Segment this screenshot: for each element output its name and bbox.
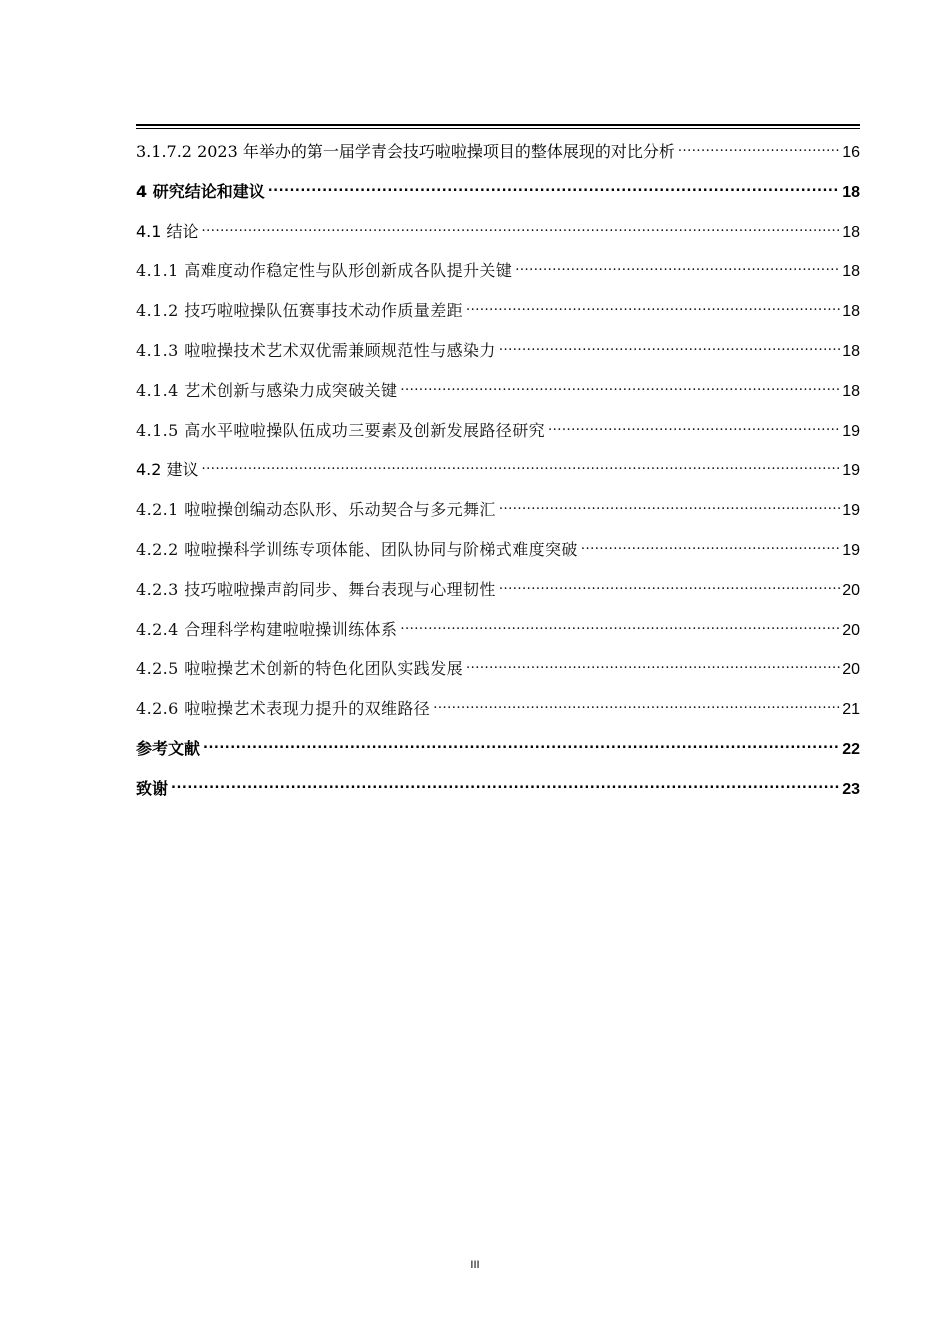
toc-entry-title: 4.1.1 高难度动作稳定性与队形创新成各队提升关键 [136, 261, 513, 281]
toc-entry-title: 4.2.1 啦啦操创编动态队形、乐动契合与多元舞汇 [136, 500, 496, 520]
toc-entry[interactable] [136, 458, 860, 498]
toc-entry-page: 19 [842, 422, 860, 440]
toc-entry[interactable] [136, 259, 860, 299]
toc-entry[interactable] [136, 657, 860, 697]
toc-entry-page: 18 [842, 342, 860, 360]
toc-dot-leader [203, 738, 840, 754]
toc-dot-leader [268, 181, 840, 197]
toc-dot-leader [466, 300, 840, 316]
toc-entry[interactable] [136, 339, 860, 379]
toc-entry-title: 4 研究结论和建议 [136, 181, 265, 201]
toc-entry-page: 21 [842, 701, 860, 719]
toc-entry-page: 18 [842, 183, 860, 201]
toc-entry[interactable] [136, 180, 860, 220]
toc-entry-page: 18 [842, 263, 860, 281]
toc-entry-page: 18 [842, 223, 860, 241]
toc-entry-title: 4.1.2 技巧啦啦操队伍赛事技术动作质量差距 [136, 301, 463, 321]
toc-entry[interactable] [136, 498, 860, 538]
toc-entry-page: 20 [842, 621, 860, 639]
toc-entry-page: 20 [842, 661, 860, 679]
toc-entry-page: 19 [842, 541, 860, 559]
toc-entry-page: 20 [842, 581, 860, 599]
toc-dot-leader [400, 380, 840, 396]
header-rule-thin [136, 128, 860, 129]
toc-dot-leader [171, 778, 840, 794]
toc-dot-leader [548, 420, 840, 436]
table-of-contents [136, 140, 860, 817]
toc-entry[interactable] [136, 618, 860, 658]
toc-entry-title: 4.2.6 啦啦操艺术表现力提升的双维路径 [136, 699, 431, 719]
toc-entry-title: 致谢 [136, 778, 169, 798]
toc-entry-page: 16 [842, 144, 860, 161]
toc-entry-page: 23 [842, 780, 860, 798]
toc-entry-title: 4.2 建议 [136, 460, 199, 480]
toc-entry-page: 22 [842, 740, 860, 758]
toc-entry[interactable] [136, 538, 860, 578]
toc-entry[interactable] [136, 578, 860, 618]
toc-entry-page: 18 [842, 303, 860, 321]
toc-entry[interactable] [136, 379, 860, 419]
toc-entry-title: 4.1.3 啦啦操技术艺术双优需兼顾规范性与感染力 [136, 340, 496, 360]
toc-entry-page: 19 [842, 502, 860, 520]
toc-entry-page: 19 [842, 462, 860, 480]
toc-entry-title: 4.2.3 技巧啦啦操声韵同步、舞台表现与心理韧性 [136, 579, 496, 599]
toc-entry-title: 4.2.4 合理科学构建啦啦操训练体系 [136, 619, 398, 639]
toc-dot-leader [499, 579, 840, 595]
toc-dot-leader [400, 619, 840, 635]
toc-entry-title: 4.1.5 高水平啦啦操队伍成功三要素及创新发展路径研究 [136, 420, 545, 440]
toc-entry-title: 参考文献 [136, 738, 201, 758]
toc-dot-leader [499, 499, 840, 515]
toc-entry[interactable] [136, 697, 860, 737]
toc-dot-leader [499, 340, 840, 356]
header-rule-thick [136, 124, 860, 126]
toc-entry[interactable] [136, 419, 860, 459]
toc-entry[interactable] [136, 220, 860, 260]
toc-entry[interactable] [136, 299, 860, 339]
toc-entry-page: 18 [842, 382, 860, 400]
page-number: III [470, 1259, 480, 1271]
toc-dot-leader [202, 459, 841, 475]
toc-entry[interactable] [136, 737, 860, 777]
toc-entry-title: 3.1.7.2 2023 年举办的第一届学青会技巧啦啦操项目的整体展现的对比分析 [136, 142, 675, 161]
toc-entry-title: 4.1.4 艺术创新与感染力成突破关键 [136, 380, 398, 400]
toc-dot-leader [466, 658, 840, 674]
toc-dot-leader [581, 539, 840, 555]
toc-entry-title: 4.2.2 啦啦操科学训练专项体能、团队协同与阶梯式难度突破 [136, 539, 578, 559]
toc-entry[interactable] [136, 777, 860, 817]
toc-dot-leader [515, 260, 840, 276]
toc-dot-leader [433, 698, 840, 714]
toc-entry[interactable] [136, 140, 860, 180]
toc-dot-leader [202, 221, 841, 237]
toc-entry-title: 4.2.5 啦啦操艺术创新的特色化团队实践发展 [136, 659, 463, 679]
toc-entry-title: 4.1 结论 [136, 221, 199, 241]
toc-dot-leader [678, 141, 840, 157]
